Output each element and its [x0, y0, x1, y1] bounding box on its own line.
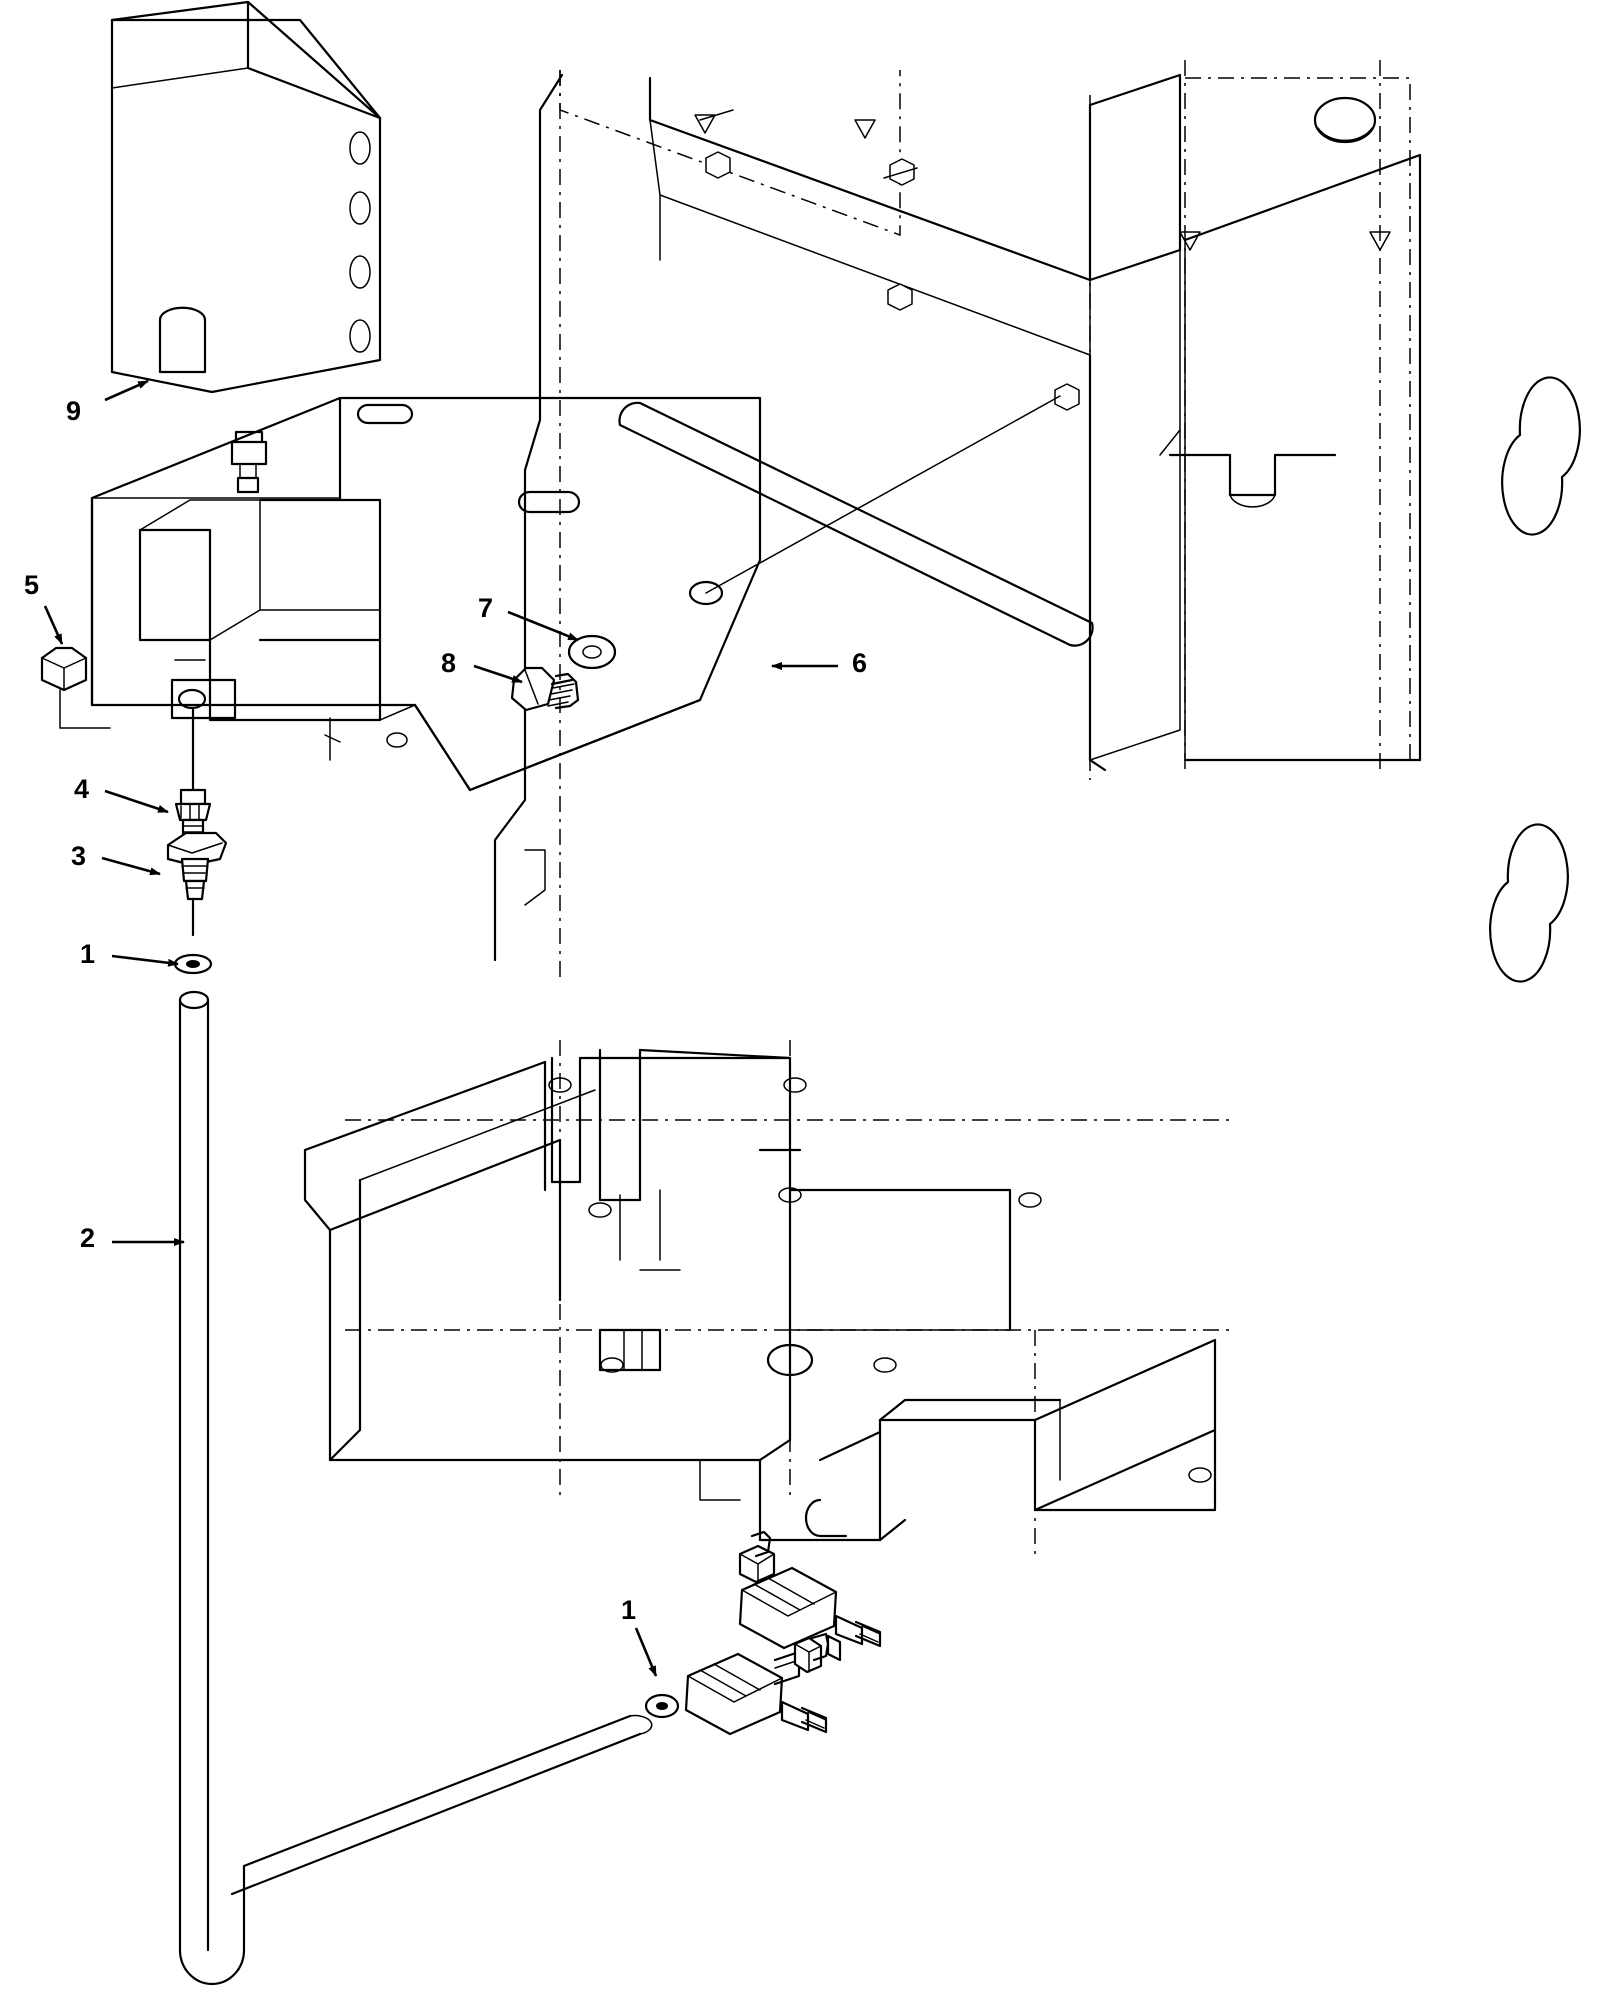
- callout-8: 8: [441, 648, 457, 678]
- lower-valve-assembly: [646, 1532, 880, 1734]
- phantom-chassis-lower: [305, 1040, 1235, 1560]
- callout-1-lower: 1: [621, 1595, 637, 1625]
- leader-lines: [45, 381, 1060, 1676]
- part-8-hex-bolt: [512, 668, 578, 710]
- callout-1-upper: 1: [80, 939, 96, 969]
- callout-2: 2: [80, 1223, 96, 1253]
- callout-6: 6: [852, 648, 868, 678]
- callout-9: 9: [66, 396, 82, 426]
- callout-7: 7: [478, 593, 494, 623]
- part-1-o-ring-upper: [175, 955, 211, 973]
- part-7-flat-washer: [569, 636, 615, 668]
- callout-4: 4: [74, 774, 90, 804]
- part-4-fitting-adapter: [176, 708, 210, 838]
- part-5-hex-cap-nut: [42, 648, 86, 690]
- phantom-chassis-upper: [495, 60, 1580, 982]
- part-3-valve-body: [168, 833, 226, 935]
- callout-3: 3: [71, 841, 87, 871]
- callout-5: 5: [24, 570, 40, 600]
